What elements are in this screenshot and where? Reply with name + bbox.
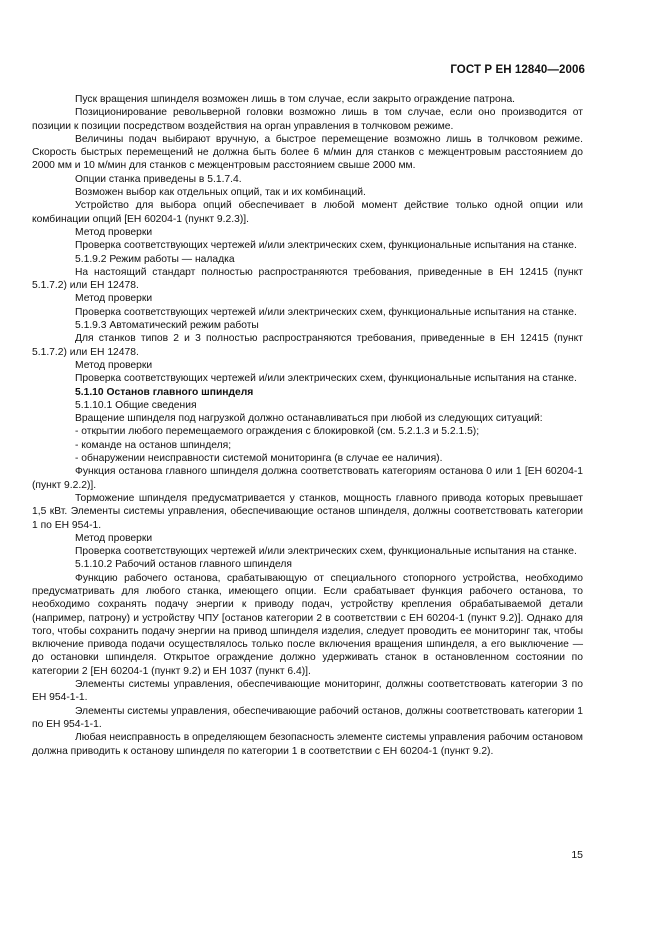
paragraph: Величины подач выбирают вручную, а быстрое перемещение возможно лишь в толчковом режиме. Скорость быстрых перемещений не должна быть более 6 м/мин для станков с межцентровым расстоянием до 2000 мм и 10 м/мин для станков с межцентровым расстоянием свыше 2000 мм. xyxy=(32,133,583,172)
paragraph: На настоящий стандарт полностью распространяются требования, приведенные в ЕН 12415 (пункт 5.1.7.2) или ЕН 12478. xyxy=(32,266,583,292)
paragraph: Позиционирование револьверной головки возможно лишь в том случае, если оно производится от позиции к позиции посредством воздействия на орган управления в толчковом режиме. xyxy=(32,107,583,132)
method-heading: Метод проверки xyxy=(75,359,153,371)
paragraph: Функция останова главного шпинделя должна соответствовать категориям останова 0 или 1 [ЕН 60204-1 (пункт 9.2.2)]. xyxy=(32,466,583,491)
paragraph: Вращение шпинделя под нагрузкой должно останавливаться при любой из следующих ситуаций: xyxy=(75,413,543,425)
paragraph: Проверка соответствующих чертежей и/или электрических схем, функциональные испытания на станке. xyxy=(75,306,577,318)
section-heading-bold: 5.1.10 Останов главного шпинделя xyxy=(75,386,254,398)
paragraph: Любая неисправность в определяющем безопасность элементе системы управления рабочим остановом должна приводить к останову шпинделя по категории 1 в соответствии с ЕН 60204-1 (пункт 9.2). xyxy=(32,732,583,757)
method-heading: Метод проверки xyxy=(75,226,153,238)
paragraph: Возможен выбор как отдельных опций, так и их комбинаций. xyxy=(75,187,366,199)
paragraph: Торможение шпинделя предусматривается у станков, мощность главного привода которых превышает 1,5 кВт. Элементы системы управления, обеспечивающие останов шпинделя, должны соответствовать категории 1 по ЕН 954-1. xyxy=(32,492,583,531)
page-content xyxy=(32,93,583,758)
paragraph: Проверка соответствующих чертежей и/или электрических схем, функциональные испытания на станке. xyxy=(75,546,577,558)
section-heading: 5.1.10.1 Общие сведения xyxy=(75,399,197,411)
paragraph: Для станков типов 2 и 3 полностью распространяются требования, приведенные в ЕН 12415 (пункт 5.1.7.2) или ЕН 12478. xyxy=(32,333,583,358)
page-number: 15 xyxy=(571,849,583,861)
method-heading: Метод проверки xyxy=(75,293,153,305)
paragraph: Элементы системы управления, обеспечивающие рабочий останов, должны соответствовать категории 1 по ЕН 954-1-1. xyxy=(32,705,583,730)
paragraph: Пуск вращения шпинделя возможен лишь в том случае, если закрыто ограждение патрона. xyxy=(75,94,516,105)
paragraph: Проверка соответствующих чертежей и/или электрических схем, функциональные испытания на станке. xyxy=(75,373,577,385)
section-heading: 5.1.9.2 Режим работы — наладка xyxy=(75,253,235,265)
paragraph: Элементы системы управления, обеспечивающие мониторинг, должны соответствовать категории 3 по ЕН 954-1-1. xyxy=(32,679,583,704)
paragraph: Опции станка приведены в 5.1.7.4. xyxy=(75,173,242,185)
paragraph: Проверка соответствующих чертежей и/или электрических схем, функциональные испытания на станке. xyxy=(75,240,577,252)
section-heading: 5.1.9.3 Автоматический режим работы xyxy=(75,320,259,332)
list-item: - обнаружении неисправности системой мониторинга (в случае ее наличия). xyxy=(75,453,443,465)
method-heading: Метод проверки xyxy=(75,532,153,544)
list-item: - открытии любого перемещаемого ограждения с блокировкой (см. 5.2.1.3 и 5.2.1.5); xyxy=(75,426,480,438)
standard-header: ГОСТ Р ЕН 12840—2006 xyxy=(450,64,585,76)
paragraph: Устройство для выбора опций обеспечивает в любой момент действие только одной опции или комбинации опций [ЕН 60204-1 (пункт 9.2.3)]. xyxy=(32,200,583,225)
list-item: - команде на останов шпинделя; xyxy=(75,439,232,451)
section-heading: 5.1.10.2 Рабочий останов главного шпинделя xyxy=(75,559,292,571)
paragraph: Функцию рабочего останова, срабатывающую от специального стопорного устройства, необходимо предусматривать для любого станка, имеющего опции. Если срабатывает функция рабочего останова, то необходимо сохранять подачу энергии к приводу подач, устройству крепления обрабатываемой детали (например, патрону) и устройству ЧПУ [останов категории 2 в соответствии с ЕН 60204-1 (пункт 9.2)]. Однако для того, чтобы сохранить подачу энергии на привод шпинделя изделия, следует проводить ее мониторинг так, чтобы включение привода подачи осуществлялось только после включения вращения шпинделя, а его выключение — до остановки шпинделя. Открытое ограждение должно удерживать станок в остановленном состоянии по категории 2 [ЕН 60204-1 (пункт 9.2) и ЕН 1037 (пункт 6.4)]. xyxy=(32,572,583,677)
